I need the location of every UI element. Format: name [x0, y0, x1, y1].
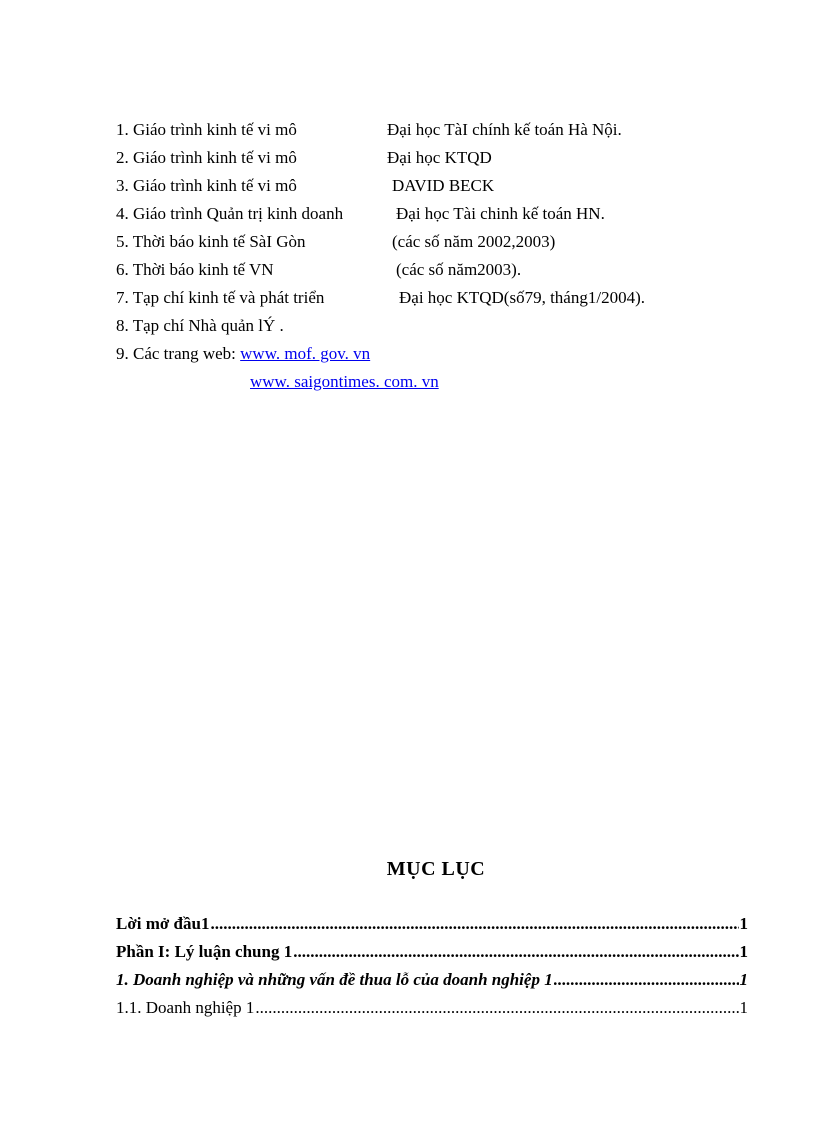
toc-entry-page: 1: [739, 998, 748, 1017]
toc-entry-text: 1. Doanh nghiệp và những vấn đề thua lỗ của doanh nghiệp 1: [116, 970, 553, 989]
toc-entry-text: 1.1. Doanh nghiệp 1: [116, 998, 255, 1017]
toc-entry-page: 1: [739, 970, 748, 989]
toc-entry-text: Phần I: Lý luận chung 1: [116, 942, 293, 961]
reference-source: Đại học KTQD(số79, tháng1/2004).: [399, 288, 645, 307]
reference-source: (các số năm2003).: [396, 260, 522, 279]
toc-entry[interactable]: [116, 994, 748, 1022]
toc-leader-dots: [255, 994, 738, 1022]
toc-leader-dots: [293, 938, 738, 966]
website-link-saigontimes[interactable]: www. saigontimes. com. vn: [250, 372, 439, 391]
reference-title: 6. Thời báo kinh tế VN: [116, 260, 274, 279]
reference-source: (các số năm 2002,2003): [392, 232, 556, 251]
reference-source: Đại học Tài chinh kế toán HN.: [396, 204, 605, 223]
reference-source: Đại học KTQD: [387, 148, 492, 167]
toc-leader-dots: [210, 910, 738, 938]
website-second-line: [250, 368, 439, 396]
toc-entry-text: Lời mở đầu1: [116, 914, 210, 933]
reference-title: 3. Giáo trình kinh tế vi mô: [116, 176, 297, 195]
reference-title: 8. Tạp chí Nhà quản lÝ .: [116, 316, 284, 335]
reference-title: 9. Các trang web: www. mof. gov. vn: [116, 344, 371, 363]
toc-leader-dots: [554, 966, 739, 994]
toc-entry[interactable]: [116, 938, 748, 966]
reference-source: DAVID BECK: [392, 176, 495, 195]
reference-source: Đại học TàI chính kế toán Hà Nội.: [387, 120, 622, 139]
reference-title: 1. Giáo trình kinh tế vi mô: [116, 120, 297, 139]
reference-title: 5. Thời báo kinh tế SàI Gòn: [116, 232, 306, 251]
website-link-mof[interactable]: www. mof. gov. vn: [240, 344, 371, 363]
toc-entry[interactable]: [116, 966, 748, 994]
reference-title: 4. Giáo trình Quản trị kinh doanh: [116, 204, 344, 223]
table-of-contents: [116, 910, 748, 1022]
toc-entry-page: 1: [739, 942, 748, 961]
reference-title: 7. Tạp chí kinh tế và phát triển: [116, 288, 325, 307]
toc-title: MỤC LỤC: [386, 858, 486, 880]
toc-entry-page: 1: [739, 914, 748, 933]
toc-entry[interactable]: [116, 910, 748, 938]
reference-title: 2. Giáo trình kinh tế vi mô: [116, 148, 297, 167]
